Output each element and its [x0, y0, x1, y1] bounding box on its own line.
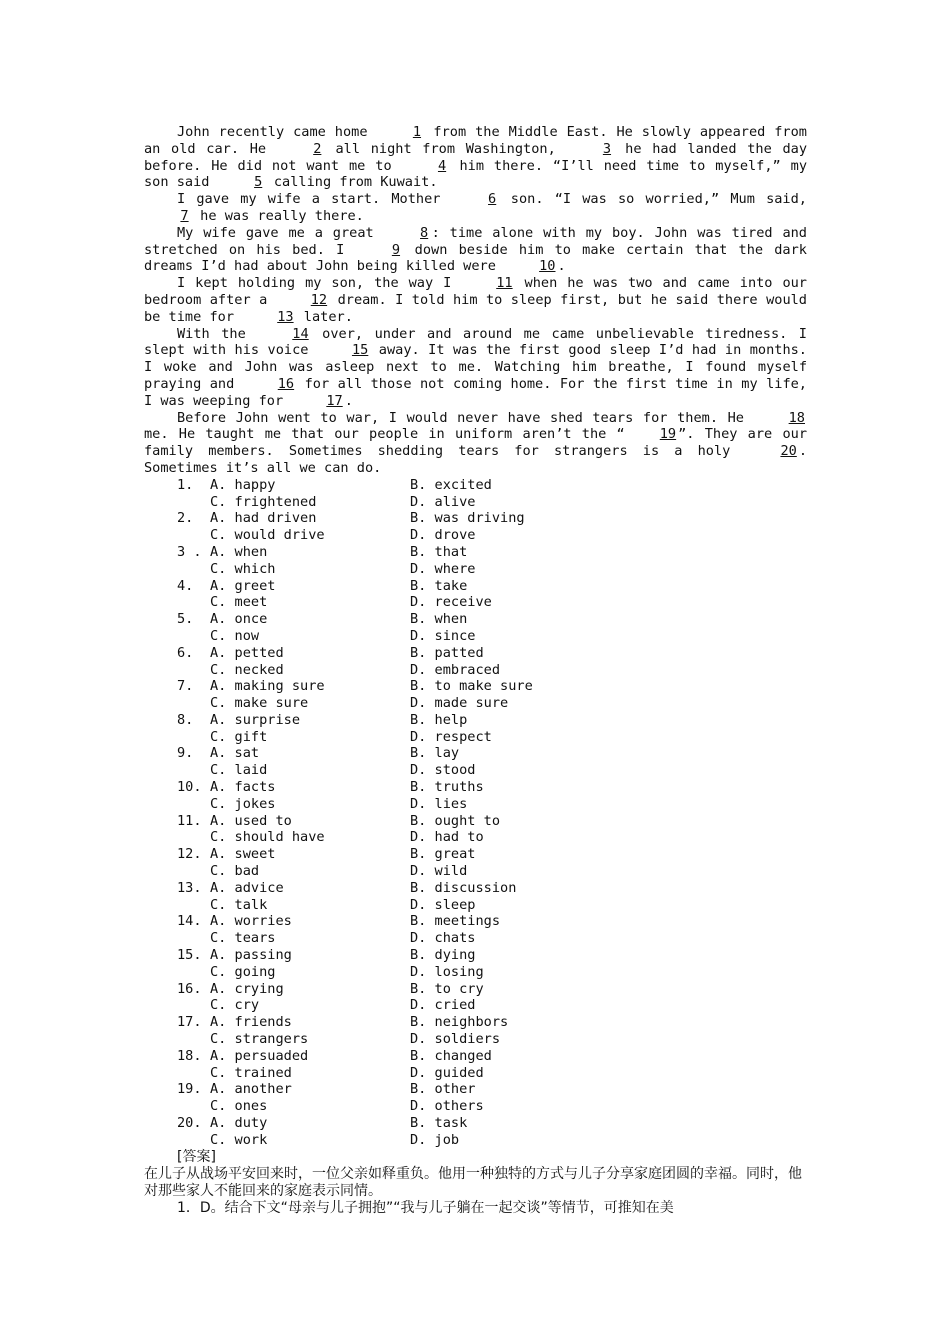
option-row — [144, 712, 807, 729]
option-a: A. when — [210, 543, 268, 560]
passage-text: : time alone with my boy. John was tired and stretched on his bed. I — [144, 224, 807, 258]
question-number: 18. — [177, 1047, 202, 1064]
question-number: 4. — [177, 577, 194, 594]
option-b: B. neighbors — [410, 1014, 509, 1031]
option-a: A. greet — [210, 577, 276, 594]
passage-text: I kept holding my son, the way I — [177, 275, 462, 292]
option-row — [144, 913, 807, 930]
option-row — [144, 510, 807, 527]
option-row — [144, 745, 807, 762]
question-item — [144, 745, 807, 779]
passage-text: away. It was the first good sleep I’d had in months. I woke and John was asleep next to me. Watching him breathe, I found myself praying and — [144, 342, 807, 392]
option-c: C. ones — [210, 1098, 268, 1115]
option-b: B. discussion — [410, 879, 517, 896]
option-row — [144, 544, 807, 561]
passage-text: for all those not coming home. For the first time in my life, I was weeping for — [144, 375, 807, 409]
option-d: D. alive — [410, 493, 476, 510]
option-b: B. excited — [410, 476, 492, 493]
passage-text: . — [344, 392, 353, 409]
option-d: D. chats — [410, 930, 476, 947]
option-c: C. trained — [210, 1064, 292, 1081]
option-d: D. since — [410, 627, 476, 644]
blank-number: 20 — [780, 443, 797, 460]
blank-number: 3 — [602, 140, 612, 157]
question-number: 10. — [177, 779, 202, 796]
option-row — [144, 897, 807, 914]
passage-paragraph — [144, 225, 807, 275]
passage-text: . Sometimes it’s all we can do. — [144, 443, 807, 476]
passage-text: calling from Kuwait. — [265, 174, 438, 191]
blank-number: 2 — [313, 140, 322, 157]
option-d: D. had to — [410, 829, 484, 846]
blank-number: 15 — [351, 342, 369, 359]
question-item — [144, 981, 807, 1015]
option-d: D. where — [410, 560, 476, 577]
option-a: A. once — [210, 611, 268, 628]
blank-number: 18 — [788, 409, 805, 426]
question-item — [144, 1048, 807, 1082]
option-b: B. meetings — [410, 913, 501, 930]
option-d: D. stood — [410, 762, 476, 779]
question-item — [144, 477, 807, 511]
option-a: A. petted — [210, 644, 284, 661]
blank-number: 13 — [277, 308, 294, 325]
option-row — [144, 645, 807, 662]
option-b: B. changed — [410, 1047, 492, 1064]
option-row — [144, 477, 807, 494]
option-row — [144, 846, 807, 863]
question-number: 13. — [177, 879, 202, 896]
passage-text: With the — [177, 325, 258, 342]
option-row — [144, 611, 807, 628]
blank-number: 6 — [488, 191, 497, 208]
option-c: C. gift — [210, 728, 268, 745]
passage-text: him there. “I’ll need time to myself,” my son said — [144, 157, 808, 191]
option-row — [144, 930, 807, 947]
option-c: C. bad — [210, 863, 260, 880]
option-d: D. cried — [410, 997, 476, 1014]
option-c: C. should have — [210, 829, 325, 846]
option-b: B. to cry — [410, 980, 484, 997]
passage-paragraph — [144, 191, 807, 225]
option-c: C. necked — [210, 661, 284, 678]
option-c: C. tears — [210, 930, 276, 947]
passage-text: me. He taught me that our people in uniform aren’t the “ — [144, 426, 625, 443]
question-number: 12. — [177, 846, 202, 863]
blank-number: 4 — [437, 157, 447, 174]
option-d: D. receive — [410, 594, 492, 611]
passage-paragraph — [144, 124, 807, 191]
question-number: 1. — [177, 476, 194, 493]
option-row — [144, 1132, 807, 1149]
option-d: D. losing — [410, 963, 484, 980]
option-a: A. happy — [210, 476, 276, 493]
question-number: 2. — [177, 510, 194, 527]
option-c: C. meet — [210, 594, 268, 611]
blank-number: 8 — [420, 224, 429, 241]
option-b: B. dying — [410, 947, 476, 964]
option-row — [144, 981, 807, 998]
question-options — [144, 477, 807, 1149]
option-a: A. another — [210, 1081, 292, 1098]
option-d: D. guided — [410, 1064, 484, 1081]
option-c: C. work — [210, 1131, 268, 1148]
question-item — [144, 1081, 807, 1115]
option-d: D. others — [410, 1098, 484, 1115]
option-row — [144, 1014, 807, 1031]
option-c: C. would drive — [210, 527, 325, 544]
question-item — [144, 813, 807, 847]
option-row — [144, 762, 807, 779]
option-c: C. laid — [210, 762, 268, 779]
option-row — [144, 527, 807, 544]
option-a: A. making sure — [210, 678, 325, 695]
question-item — [144, 947, 807, 981]
option-b: B. help — [410, 711, 468, 728]
blank-number: 9 — [391, 241, 401, 258]
blank-number: 1 — [412, 124, 422, 140]
option-c: C. frightened — [210, 493, 317, 510]
option-row — [144, 695, 807, 712]
question-number: 8. — [177, 711, 194, 728]
blank-number: 16 — [277, 375, 295, 392]
question-number: 7. — [177, 678, 194, 695]
question-item — [144, 712, 807, 746]
option-d: D. wild — [410, 863, 468, 880]
blank-number: 17 — [326, 392, 343, 409]
answer-section — [144, 1149, 807, 1217]
passage-text: Before John went to war, I would never have shed tears for them. He — [177, 409, 754, 426]
option-b: B. was driving — [410, 510, 525, 527]
option-row — [144, 1081, 807, 1098]
option-row — [144, 1048, 807, 1065]
option-a: A. advice — [210, 879, 284, 896]
option-b: B. lay — [410, 745, 460, 762]
option-row — [144, 678, 807, 695]
blank-number: 10 — [539, 258, 556, 275]
passage-text: down beside him to make certain that the dark dreams I’d had about John being killed were — [144, 241, 807, 275]
option-a: A. facts — [210, 779, 276, 796]
option-row — [144, 779, 807, 796]
option-a: A. sat — [210, 745, 260, 762]
option-b: B. truths — [410, 779, 484, 796]
option-a: A. worries — [210, 913, 292, 930]
option-b: B. patted — [410, 644, 484, 661]
question-item — [144, 510, 807, 544]
question-item — [144, 678, 807, 712]
option-c: C. make sure — [210, 695, 309, 712]
cloze-passage — [144, 124, 807, 477]
option-a: A. persuaded — [210, 1047, 309, 1064]
question-item — [144, 578, 807, 612]
option-row — [144, 594, 807, 611]
option-row — [144, 964, 807, 981]
option-d: D. lies — [410, 795, 468, 812]
option-d: D. made sure — [410, 695, 509, 712]
document-page — [144, 124, 807, 1217]
question-number: 16. — [177, 980, 202, 997]
question-number: 3 . — [177, 543, 202, 560]
passage-paragraph — [144, 326, 807, 410]
passage-text: My wife gave me a great — [177, 224, 384, 241]
question-number: 9. — [177, 745, 194, 762]
option-c: C. which — [210, 560, 276, 577]
blank-number: 19 — [659, 426, 677, 443]
option-row — [144, 947, 807, 964]
option-row — [144, 494, 807, 511]
option-d: D. respect — [410, 728, 492, 745]
option-b: B. other — [410, 1081, 476, 1098]
option-a: A. duty — [210, 1115, 268, 1132]
passage-text: later. — [295, 308, 353, 325]
option-a: A. friends — [210, 1014, 292, 1031]
option-c: C. jokes — [210, 795, 276, 812]
question-number: 19. — [177, 1081, 202, 1098]
option-d: D. soldiers — [410, 1031, 501, 1048]
question-number: 20. — [177, 1115, 202, 1132]
option-row — [144, 829, 807, 846]
option-row — [144, 561, 807, 578]
option-b: B. take — [410, 577, 468, 594]
option-row — [144, 578, 807, 595]
option-row — [144, 813, 807, 830]
question-item — [144, 544, 807, 578]
question-item — [144, 913, 807, 947]
blank-number: 12 — [310, 291, 328, 308]
blank-number: 14 — [292, 325, 309, 342]
answer-summary: 在儿子从战场平安回来时，一位父亲如释重负。他用一种独特的方式与儿子分享家庭团圆的幸福。同时，他对那些家人不能回来的家庭表示同情。 — [144, 1165, 802, 1199]
option-b: B. ought to — [410, 812, 501, 829]
option-b: B. great — [410, 846, 476, 863]
question-item — [144, 611, 807, 645]
option-a: A. sweet — [210, 846, 276, 863]
blank-number: 7 — [180, 207, 189, 224]
option-a: A. crying — [210, 980, 284, 997]
option-b: B. to make sure — [410, 678, 533, 695]
option-b: B. that — [410, 543, 468, 560]
option-c: C. talk — [210, 896, 268, 913]
question-item — [144, 779, 807, 813]
passage-text: all night from Washington, — [324, 140, 567, 157]
option-d: D. drove — [410, 527, 476, 544]
option-d: D. job — [410, 1131, 460, 1148]
option-row — [144, 1098, 807, 1115]
question-number: 15. — [177, 947, 202, 964]
question-number: 5. — [177, 611, 194, 628]
option-row — [144, 880, 807, 897]
question-item — [144, 1014, 807, 1048]
question-number: 17. — [177, 1014, 202, 1031]
option-row — [144, 1031, 807, 1048]
question-number: 11. — [177, 812, 202, 829]
passage-text: from the Middle East. He slowly appeared from an old car. He — [144, 124, 807, 157]
passage-paragraph — [144, 275, 807, 325]
option-row — [144, 796, 807, 813]
option-row — [144, 863, 807, 880]
passage-text: he had landed the day before. He did not want me to — [144, 140, 808, 174]
option-b: B. task — [410, 1115, 468, 1132]
blank-number: 5 — [254, 174, 263, 191]
question-item — [144, 645, 807, 679]
blank-number: 11 — [496, 275, 513, 292]
option-row — [144, 1065, 807, 1082]
option-row — [144, 729, 807, 746]
passage-text: over, under and around me came unbelievable tiredness. I slept with his voice — [144, 325, 807, 359]
option-row — [144, 628, 807, 645]
passage-text: son. “I was so worried,” Mum said, — [499, 191, 807, 208]
option-d: D. embraced — [410, 661, 501, 678]
question-item — [144, 880, 807, 914]
passage-text: I gave my wife a start. Mother — [177, 191, 452, 208]
question-number: 6. — [177, 644, 194, 661]
passage-text: when he was two and came into our bedroom after a — [144, 275, 807, 308]
passage-paragraph — [144, 410, 807, 477]
option-row — [144, 997, 807, 1014]
question-item — [144, 1115, 807, 1149]
option-c: C. now — [210, 627, 260, 644]
passage-text: he was really there. — [192, 207, 364, 224]
option-a: A. had driven — [210, 510, 317, 527]
option-c: C. cry — [210, 997, 260, 1014]
option-a: A. used to — [210, 812, 292, 829]
answer-explanation: 1．D。结合下文“母亲与儿子拥抱”“我与儿子躺在一起交谈”等情节，可推知在美 — [177, 1199, 674, 1216]
option-a: A. passing — [210, 947, 292, 964]
passage-text: dream. I told him to sleep first, but he said there would be time for — [144, 291, 807, 325]
option-d: D. sleep — [410, 896, 476, 913]
option-row — [144, 1115, 807, 1132]
option-a: A. surprise — [210, 711, 301, 728]
passage-text: . — [557, 258, 566, 275]
passage-text: John recently came home — [177, 124, 377, 140]
passage-text: ”. They are our family members. Sometimes shedding tears for strangers is a holy — [144, 426, 808, 460]
option-b: B. when — [410, 611, 468, 628]
question-item — [144, 846, 807, 880]
option-row — [144, 662, 807, 679]
question-number: 14. — [177, 913, 202, 930]
option-c: C. strangers — [210, 1031, 309, 1048]
option-c: C. going — [210, 963, 276, 980]
answer-title: [答案] — [177, 1148, 216, 1165]
